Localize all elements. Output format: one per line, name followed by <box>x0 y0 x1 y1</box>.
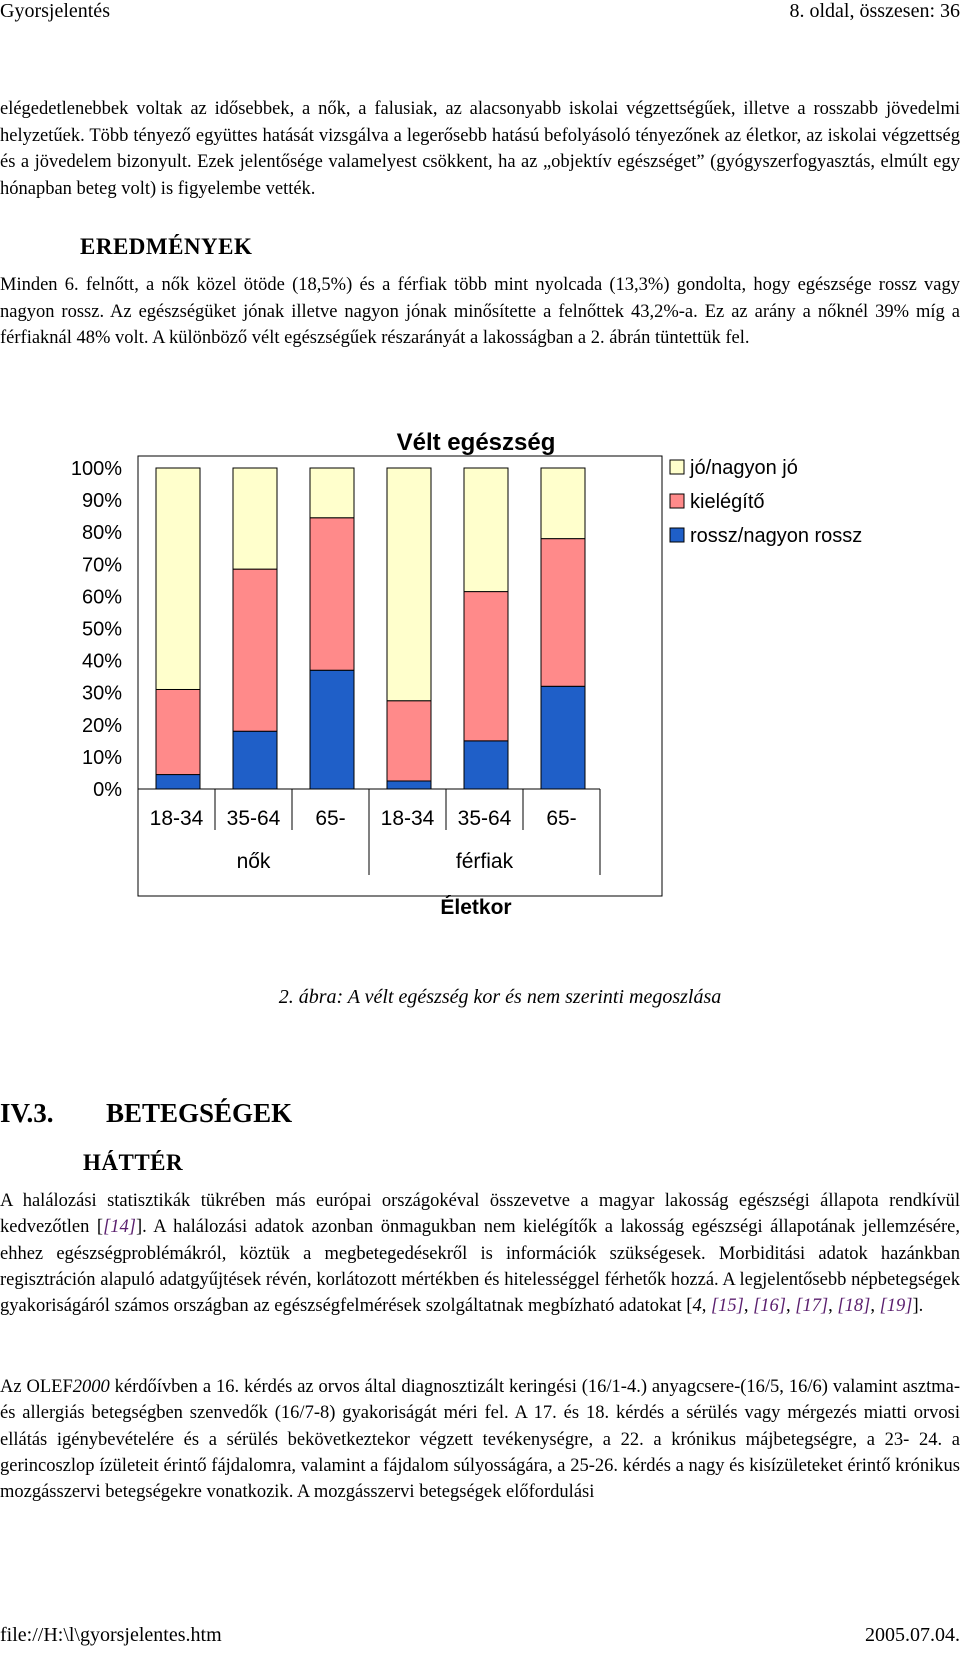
bar-segment <box>310 468 354 518</box>
bar-segment <box>156 468 200 689</box>
section-title: BETEGSÉGEK <box>106 1098 293 1128</box>
bar-segment <box>541 686 585 789</box>
x-axis-label: Életkor <box>440 896 512 919</box>
y-tick-label: 100% <box>70 458 122 480</box>
section-number: IV.3. <box>0 1098 54 1128</box>
y-tick-label: 60% <box>81 586 122 609</box>
y-tick-label: 90% <box>81 490 122 513</box>
bar-segment <box>310 670 354 789</box>
bar-segment <box>464 592 508 741</box>
y-tick-label: 0% <box>93 779 122 801</box>
x-tick-label: 18-34 <box>380 807 435 830</box>
reference-link-19[interactable]: [19] <box>879 1296 913 1317</box>
bar-segment <box>310 518 354 670</box>
intro-paragraph: elégedetlenebbek voltak az idősebbek, a nők, a falusiak, az alacsonyabb iskolai végzettségűek, illetve a rosszabb jövedelmi helyzetűek. Több tényező együttes hatását vizsgálva a legerősebb hatású befolyásoló tényezőnek az életkor, az iskolai végzettség és a jövedelem bizonyult. Ezek jelentősége valamelyest csökkent, ha az „objektív egészséget” (gyógyszerfogyasztás, elmúlt egy hónapban beteg volt) is figyelembe vették. <box>0 99 960 199</box>
section-paragraph-2: Az OLEF2000 kérdőívben a 16. kérdés az orvos által diagnosztizált keringési (16/1-4.) anyagcsere-(16/5, 16/6) valamint asztma- és allergiás betegségben szenvedők (16/7-8) gyakoriságát méri fel. A 17. és 18. kérdés a sérülés vagy mérgezés miatti orvosi ellátás igénybevételére és a sérülés bekövetkeztekor végzett tevékenységre, a 22. a krónikus májbetegségre, a 23- 24. a gerincoszlop ízületeit érintő fájdalomra, valamint a fájdalom súlyosságára, a 25-26. kérdés a nagy és kisízületeket érintő krónikus mozgásszervi betegségekre vonatkozik. A mozgásszervi betegségek előfordulási <box>0 1377 960 1503</box>
bar-segment <box>387 781 431 789</box>
y-tick-label: 50% <box>81 618 122 641</box>
reference-link-18[interactable]: [18] <box>837 1296 871 1317</box>
reference-4: 4 <box>692 1296 702 1317</box>
bar-segment <box>387 701 431 781</box>
legend-swatch <box>670 460 684 474</box>
results-paragraph: Minden 6. felnőtt, a nők közel ötöde (18,5%) és a férfiak több mint nyolcada (13,3%) gondolta, hogy egészsége rossz vagy nagyon rossz. Az egészségüket jónak illetve nagyon jónak minősítette a felnőttek 43,2%-a. Ez az arány a nőknél 39% míg a férfiaknál 48% volt. A különböző vélt egészségűek részarányát a lakosságban a 2. ábrán tüntettük fel. <box>0 275 960 348</box>
header-title: Gyorsjelentés <box>0 0 110 22</box>
reference-link-17[interactable]: [17] <box>795 1296 829 1317</box>
footer-date: 2005.07.04. <box>865 1624 960 1646</box>
x-tick-label: 65- <box>315 807 346 830</box>
section-paragraph-1: A halálozási statisztikák tükrében más európai országokéval összevetve a magyar lakosság egészségi állapota rendkívül kedvezőtlen [[14]]. A halálozási adatok azonban önmagukban nem kielégítők a lakosság egészségi állapotának jellemzésére, ehhez egészségproblémákról, köztük a megbetegedésekről is információk szükségesek. Morbiditási adatok hazánkban regisztráción alapuló adatgyűjtések révén, korlátozott mértékben és hitelességgel férhetők hozzá. A legjelentősebb népbetegségek gyakoriságáról számos országban az egészségfelmérések szolgáltatnak megbízható adatokat [4, [15], [16], [17], [18], [19]]. <box>0 1191 960 1317</box>
bar-segment <box>541 539 585 687</box>
page-footer <box>0 1624 960 1654</box>
page-header <box>0 0 960 30</box>
bar-segment <box>541 468 585 539</box>
reference-link-14[interactable]: [14] <box>103 1217 136 1238</box>
y-tick-label: 20% <box>81 714 122 737</box>
header-page-number: 8. oldal, összesen: 36 <box>789 0 960 22</box>
perceived-health-chart <box>0 420 960 960</box>
figure-caption: 2. ábra: A vélt egészség kor és nem szerinti megoszlása <box>278 986 722 1008</box>
y-tick-label: 80% <box>81 522 122 545</box>
y-tick-label: 70% <box>81 554 122 577</box>
legend-label: jó/nagyon jó <box>690 457 798 479</box>
legend-label: kielégítő <box>690 491 765 513</box>
bar-segment <box>156 689 200 774</box>
y-tick-label: 40% <box>81 650 122 673</box>
footer-file-path: file://H:\l\gyorsjelentes.htm <box>0 1624 222 1646</box>
reference-link-16[interactable]: [16] <box>753 1296 786 1317</box>
y-tick-label: 10% <box>81 746 122 769</box>
reference-link-15[interactable]: [15] <box>710 1296 744 1317</box>
y-axis-ticks <box>71 458 122 801</box>
x-tick-label: 65- <box>546 807 577 830</box>
x-group-label: férfiak <box>455 850 514 873</box>
chart-legend <box>670 457 862 547</box>
bar-segment <box>233 731 277 789</box>
questionnaire-year: 2000 <box>72 1377 110 1397</box>
legend-swatch <box>670 528 684 542</box>
x-tick-label: 35-64 <box>226 807 281 830</box>
legend-swatch <box>670 494 684 508</box>
bar-segment <box>387 468 431 701</box>
chart-title: Vélt egészség <box>396 429 556 456</box>
legend-label: rossz/nagyon rossz <box>690 525 863 547</box>
bar-segment <box>464 468 508 592</box>
x-tick-label: 35-64 <box>457 807 512 830</box>
section-subheading: HÁTTÉR <box>83 1150 184 1175</box>
bar-segment <box>233 468 277 569</box>
results-heading: EREDMÉNYEK <box>80 234 253 259</box>
bar-segment <box>156 775 200 789</box>
bar-segment <box>233 569 277 731</box>
bar-segment <box>464 741 508 789</box>
x-tick-label: 18-34 <box>149 807 204 830</box>
x-group-label: nők <box>236 850 271 873</box>
y-tick-label: 30% <box>81 682 122 705</box>
